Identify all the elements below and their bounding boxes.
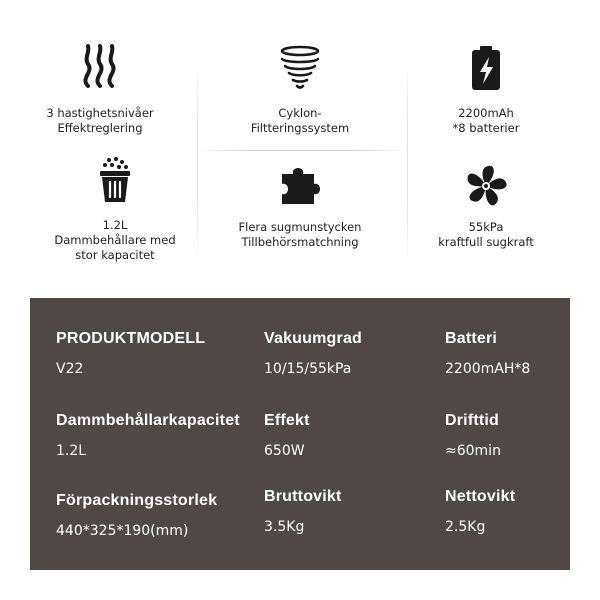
spec-item: [56, 492, 217, 539]
spec-item: [445, 412, 501, 459]
spec-label: Dammbehållarkapacitet: [56, 412, 240, 429]
heat-waves-icon: [76, 42, 124, 90]
battery-icon: [462, 44, 510, 92]
spec-label: Effekt: [264, 412, 310, 429]
feature-line: Flera sugmunstycken: [238, 220, 362, 234]
feature-line: 2200mAh: [458, 106, 514, 120]
feature-line: Dammbehållare med: [54, 233, 176, 247]
spec-label: Vakuumgrad: [264, 330, 363, 347]
spec-item: [445, 330, 530, 377]
fan-icon: [462, 162, 510, 210]
puzzle-piece-icon: [276, 160, 324, 208]
feature-line: 3 hastighetsnivåer: [46, 106, 154, 120]
feature-line: Filtteringssystem: [250, 121, 350, 135]
spec-item: [56, 330, 205, 377]
feature-line: *8 batterier: [452, 121, 520, 135]
spec-value: ≈60min: [445, 443, 501, 459]
spec-value: 2.5Kg: [445, 519, 486, 535]
spec-value: 3.5Kg: [264, 519, 305, 535]
spec-value: 10/15/55kPa: [264, 361, 352, 377]
feature-line: Cyklon-: [278, 106, 322, 120]
feature-line: Tillbehörsmatchning: [241, 235, 359, 249]
divider: [200, 150, 407, 151]
spec-label: Förpackningsstorlek: [56, 492, 218, 509]
spec-label: Drifttid: [445, 412, 500, 429]
feature-line: Effektreglering: [57, 121, 143, 135]
spec-item: [264, 412, 310, 459]
spec-table: [30, 298, 570, 570]
spec-label: Bruttovikt: [264, 488, 342, 505]
spec-item: [445, 488, 515, 535]
spec-value: V22: [56, 361, 84, 377]
feature-line: stor kapacitet: [75, 248, 155, 262]
cyclone-icon: [276, 44, 324, 92]
feature-line: 55kPa: [468, 220, 504, 234]
feature-line: 1.2L: [102, 218, 128, 232]
spec-label: Batteri: [445, 330, 498, 347]
spec-label: Nettovikt: [445, 488, 516, 505]
feature-line: kraftfull sugkraft: [438, 235, 534, 249]
spec-item: [56, 412, 240, 459]
spec-value: 1.2L: [56, 443, 87, 459]
spec-value: 2200mAH*8: [445, 361, 531, 377]
spec-item: [264, 330, 362, 377]
spec-item: [264, 488, 342, 535]
spec-label: PRODUKTMODELL: [56, 330, 206, 347]
dust-bin-icon: [91, 156, 139, 204]
spec-value: 440*325*190(mm): [56, 523, 189, 539]
spec-value: 650W: [264, 443, 305, 459]
